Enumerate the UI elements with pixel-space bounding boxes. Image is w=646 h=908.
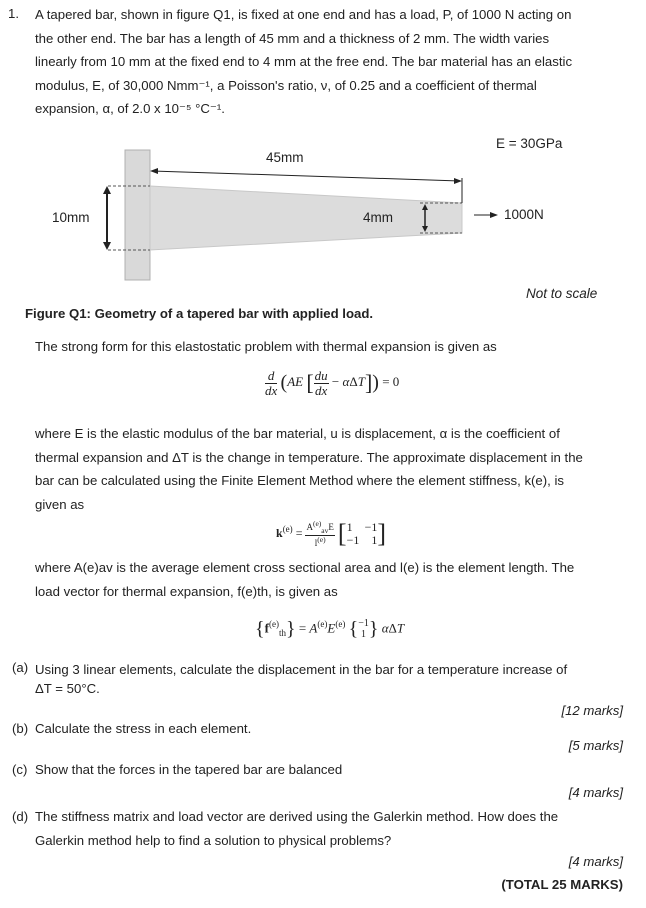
load-label: 1000N [504,207,544,222]
scale-note: Not to scale [526,286,598,301]
question-number: 1. [8,6,19,21]
part-b-line: Calculate the stress in each element. [35,721,252,736]
intro-line: modulus, E, of 30,000 Nmm⁻¹, a Poisson's ratio, ν, of 0.25 and a coefficient of thermal [35,77,537,93]
part-c-label: (c) [12,762,28,777]
part-d-text [35,805,635,852]
explanation-line: bar can be calculated using the Finite Element Method where the element stiffness, k(e), is [35,473,565,488]
part-d-marks: [4 marks] [568,854,623,869]
question-intro [35,3,635,121]
part-b-marks: [5 marks] [568,738,623,753]
modulus-label: E = 30GPa [496,136,563,151]
part-a-marks: [12 marks] [561,703,623,718]
stiffness-equation: $k^{(e)}$ = $\frac{A^{(e)}_{av}E}{l^{(e)}}$ [ 1 −1 −1 1 ] [276,518,387,548]
load-vector-equation: $\{f^{(e)}_{th}\} = A^{(e)}E^{(e)}$ { −1 1 } αΔT [255,618,405,640]
part-d-line: The stiffness matrix and load vector are derived using the Galerkin method. How does the [35,809,559,824]
free-width-label: 4mm [363,210,393,225]
stiffness-line: load vector for thermal expansion, f(e)th, is given as [35,583,338,599]
explanation-line: where E is the elastic modulus of the bar material, u is displacement, α is the coefficient of [35,426,560,441]
tapered-bar [150,186,462,250]
explanation-line: given as [35,496,85,512]
explanation [35,422,635,516]
strong-form-equation: $\frac{d}{dx}$ (AE [ $\frac{du}{dx}$ − αΔT]) = 0 [265,368,400,398]
part-c-marks: [4 marks] [568,785,623,800]
part-c-line: Show that the forces in the tapered bar are balanced [35,762,343,777]
length-label: 45mm [266,150,304,165]
part-a-label: (a) [12,660,29,675]
part-a-text [35,660,635,698]
length-dimension [152,171,460,181]
tapered-bar-diagram [0,130,646,310]
intro-line: A tapered bar, shown in figure Q1, is fixed at one end and has a load, P, of 1000 N acting on [35,7,572,22]
stiffness-explanation [35,556,635,603]
stiffness-line: where A(e)av is the average element cross sectional area and l(e) is the element length. The [35,560,575,575]
figure-caption: Figure Q1: Geometry of a tapered bar with applied load. [25,306,374,321]
intro-line: the other end. The bar has a length of 45 mm and a thickness of 2 mm. The width varies [35,30,550,46]
part-b-label: (b) [12,721,29,736]
fixed-width-label: 10mm [52,210,90,225]
strong-form-intro: The strong form for this elastostatic problem with thermal expansion is given as [35,339,497,354]
intro-line: expansion, α, of 2.0 x 10⁻⁵ °C⁻¹. [35,101,225,116]
total-marks: (TOTAL 25 MARKS) [501,877,623,892]
part-d-line: Galerkin method help to find a solution to physical problems? [35,832,392,848]
figure-q1 [0,130,646,310]
intro-line: linearly from 10 mm at the fixed end to 4 mm at the free end. The bar material has an elastic [35,54,573,69]
part-d-label: (d) [12,809,29,824]
part-a-line: ΔT = 50°C. [35,681,100,696]
explanation-line: thermal expansion and ΔT is the change in temperature. The approximate displacement in the [35,449,583,465]
fixed-support-wall [125,150,150,280]
part-a-line: Using 3 linear elements, calculate the displacement in the bar for a temperature increase of [35,662,568,677]
